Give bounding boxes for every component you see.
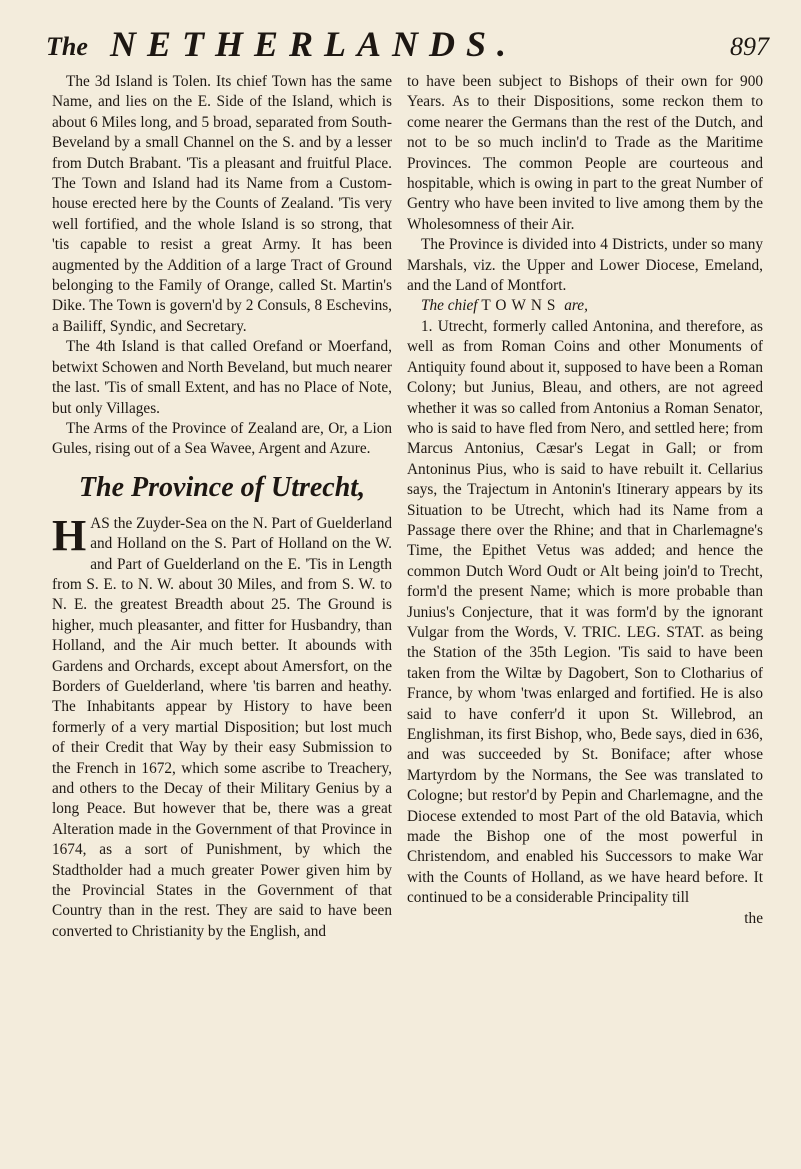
paragraph-utrecht-text: AS the Zuyder-Sea on the N. Part of Guelderland and Holland on the S. Part of Holland on the W. and Part of Guelderland on the E. 'Tis in Length from S. E. to N. W. about 30 Miles, and from S. W. to N. E. the greatest Breadth about 25. The Ground is higher, much pleasanter, and fitter for Husbandry, than Holland, and the Air much better. It abounds with Gardens and Orchards, except about Amersfort, on the Borders of Guelderland, where 'tis barren and heathy. The Inhabitants appear by History to have been formerly of a very martial Disposition; but lost much of their Credit that Way by their easy Submission to the French in 1672, which some ascribe to Treachery, and others to the Decay of their Military Genius by a long Peace. But however that be, there was a great Alteration made in the Government of that Province in 1674, as a sort of Punishment, by which the Stadtholder had a much greater Power given him by the Provincial States in the Government of that Country than in the rest. They are said to have been converted to Christianity by the English, and: [52, 514, 392, 940]
right-column: [407, 72, 763, 929]
paragraph-tolen: The 3d Island is Tolen. Its chief Town has the same Name, and lies on the E. Side of the Island, which is about 6 Miles long, and 5 broad, separated from South-Beveland by a small Channel on the S. and by a lesser from Dutch Brabant. 'Tis a pleasant and fruitful Place. The Town and Island had its Name from a Custom-house erected here by the Counts of Zealand. 'Tis very well fortified, and the whole Island is so strong, that 'tis capable to resist a great Army. It has been augmented by the Addition of a large Tract of Ground belonging to the Family of Orange, called St. Martin's Dike. The Town is govern'd by 2 Consuls, 8 Eschevins, a Bailiff, Syndic, and Secretary.: [52, 73, 392, 335]
paragraph-utrecht-intro: [52, 510, 392, 943]
drop-cap: H: [52, 510, 87, 560]
chief-towns-suffix: are,: [564, 297, 588, 315]
page-number: 897: [730, 32, 769, 61]
chief-towns-heading: [407, 296, 763, 316]
paragraph-orefand: The 4th Island is that called Orefand or Moerfand, betwixt Schowen and North Beveland, but much nearer the last. 'Tis of small Extent, and has no Place of Note, but only Villages.: [52, 338, 392, 417]
running-head-the: The: [46, 32, 88, 61]
chief-towns-word: TOWNS: [481, 297, 561, 315]
chief-towns-prefix: The chief: [421, 297, 478, 315]
paragraph-utrecht-town: 1. Utrecht, formerly called Antonina, and therefore, as well as from Roman Coins and other Monuments of Antiquity found about it, supposed to have been a Roman Colony; but Junius, Bleau, and others, are not agreed whether it was so called from Antonius a Roman Senator, who is said to have fled from Nero, and settled here; from Marcus Antonius, Cæsar's Legat in Gall; or from Antoninus Pius, who is said to have rebuilt it. Cellarius says, the Trajectum in Antonin's Itinerary appears by its Situation to be Utrecht, which had its Name from a Passage there over the Rhine; and that in Charlemagne's Time, the Epithet Vetus was added; and hence the common Dutch Word Oudt or Alt being join'd to Trecht, form'd the present Name; which is more probable than Junius's Conjecture, that it was form'd by the ignorant Vulgar from the Words, V. TRIC. LEG. STAT. as being the Station of the 35th Legion. 'Tis said to have been taken from the Wiltæ by Dagobert, Son to Clotharius of France, by whom 'twas enlarged and fortified. He is also said to have conferr'd it upon St. Willebrod, an Englishman, its first Bishop, who, Bede says, died in 636, and was succeeded by St. Boniface; after whose Martyrdom by the Normans, the See was translated to Cologne; but restor'd by Pepin and Charlemagne, and the Diocese extended to most Part of the old Batavia, which made the Bishop one of the most powerful in Christendom, and enabled his Successors to make War with the Counts of Holland, as we have heard before. It continued to be a considerable Principality till: [407, 317, 763, 907]
paragraph-arms-zealand: The Arms of the Province of Zealand are, Or, a Lion Gules, rising out of a Sea Wavee, Argent and Azure.: [52, 419, 392, 458]
paragraph-continuation: to have been subject to Bishops of their own for 900 Years. As to their Dispositions, some reckon them to come nearer the Germans than the rest of the Dutch, and not to be so much inclin'd to Trade as the Maritime Provinces. The common People are courteous and hospitable, which is owing in part to the great Number of Gentry who have been invited to live among them by the Wholesomness of their Air.: [407, 73, 763, 233]
paragraph-districts: The Province is divided into 4 Districts, under so many Marshals, viz. the Upper and Lower Diocese, Emeland, and the Land of Montfort.: [407, 236, 763, 295]
left-column: [52, 72, 392, 942]
section-heading-utrecht: The Province of Utrecht,: [78, 471, 366, 503]
running-head-title: NETHERLANDS.: [110, 24, 518, 64]
running-head: [0, 6, 801, 76]
catchword: the: [744, 909, 763, 927]
